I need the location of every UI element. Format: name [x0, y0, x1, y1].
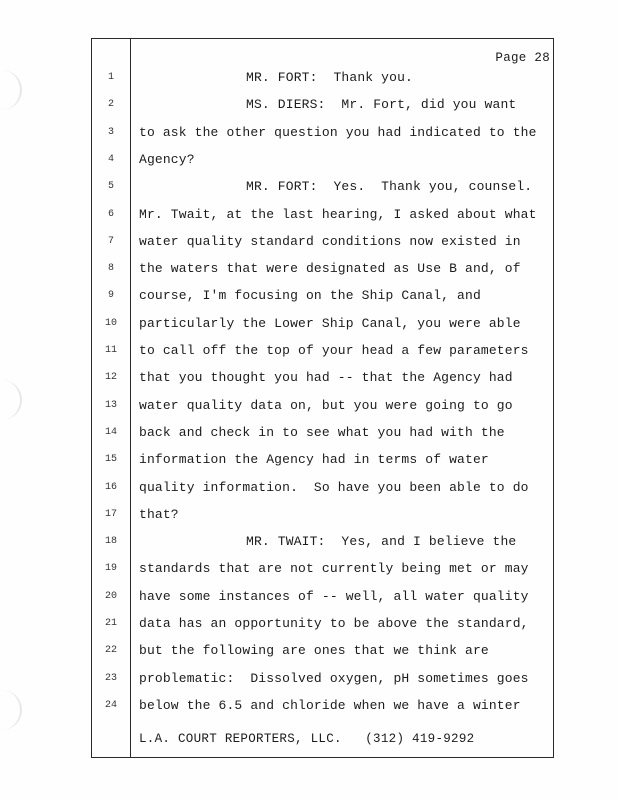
- line-number: 12: [104, 372, 117, 384]
- line-text: have some instances of -- well, all water quality: [139, 588, 529, 604]
- transcript-line: [0, 643, 618, 663]
- line-text: water quality standard conditions now existed in: [139, 233, 521, 249]
- line-text: below the 6.5 and chloride when we have a winter: [139, 697, 521, 713]
- line-text: to call off the top of your head a few parameters: [139, 343, 529, 358]
- transcript-line: [0, 70, 618, 90]
- transcript-line: [0, 534, 618, 554]
- line-number: 3: [107, 126, 114, 138]
- line-number: 18: [104, 536, 117, 548]
- line-number: 6: [107, 208, 114, 220]
- line-number: 22: [104, 645, 117, 657]
- line-number: 7: [107, 235, 114, 247]
- line-number: 21: [104, 618, 117, 629]
- transcript-line: [0, 425, 618, 445]
- transcript-line: [0, 343, 618, 363]
- line-number: 20: [104, 590, 117, 602]
- line-number: 17: [104, 508, 117, 520]
- line-text: particularly the Lower Ship Canal, you were able: [139, 315, 521, 331]
- transcript-line: [0, 589, 618, 609]
- line-number: 9: [107, 290, 114, 302]
- line-number: 15: [104, 454, 117, 466]
- line-text: MR. TWAIT: Yes, and I believe the: [246, 534, 517, 550]
- line-text: MR. FORT: Yes. Thank you, counsel.: [246, 179, 533, 195]
- transcript-line: [0, 261, 618, 281]
- line-number: 10: [104, 317, 117, 329]
- line-text: MS. DIERS: Mr. Fort, did you want: [246, 97, 517, 113]
- line-number: 8: [107, 263, 114, 275]
- line-text: that?: [139, 506, 179, 522]
- transcript-line: [0, 316, 618, 336]
- transcript-line: [0, 480, 618, 500]
- transcript-line: [0, 671, 618, 691]
- transcript-line: [0, 234, 618, 254]
- transcript-line: [0, 452, 618, 472]
- line-text: standards that are not currently being met or may: [139, 561, 529, 577]
- transcript-line: [0, 97, 618, 117]
- line-text: Mr. Twait, at the last hearing, I asked about what: [139, 206, 537, 222]
- line-text: data has an opportunity to be above the standard,: [139, 616, 529, 631]
- line-text: problematic: Dissolved oxygen, pH sometimes goes: [139, 670, 529, 686]
- line-text: water quality data on, but you were going to go: [139, 397, 513, 413]
- transcript-line: [0, 398, 618, 418]
- line-text: quality information. So have you been able to do: [139, 479, 529, 495]
- transcript-line: [0, 288, 618, 308]
- line-number: 14: [104, 426, 117, 438]
- line-number: 11: [104, 345, 117, 356]
- line-number: 2: [107, 99, 114, 111]
- transcript-line: [0, 698, 618, 718]
- line-text: information the Agency had in terms of water: [139, 452, 489, 468]
- page-number: Page 28: [495, 51, 550, 65]
- transcript-line: [0, 370, 618, 390]
- line-number: 16: [104, 481, 117, 493]
- line-text: to ask the other question you had indicated to the: [139, 124, 537, 140]
- transcript-line: [0, 125, 618, 145]
- line-number: 5: [107, 181, 114, 193]
- court-reporter-footer: L.A. COURT REPORTERS, LLC. (312) 419-9292: [139, 732, 475, 746]
- line-text: back and check in to see what you had with the: [139, 424, 505, 440]
- transcript-line: [0, 561, 618, 581]
- line-text: the waters that were designated as Use B and, of: [139, 261, 521, 277]
- line-number: 19: [104, 563, 117, 575]
- line-text: that you thought you had -- that the Agency had: [139, 370, 513, 386]
- line-text: but the following are ones that we think are: [139, 643, 489, 659]
- transcript-line: [0, 179, 618, 199]
- transcript-line: [0, 207, 618, 227]
- line-number: 23: [104, 672, 117, 684]
- line-text: Agency?: [139, 151, 195, 167]
- transcript-line: [0, 616, 618, 636]
- transcript-line: [0, 152, 618, 172]
- transcript-line: [0, 507, 618, 527]
- line-number: 24: [104, 699, 117, 711]
- line-text: MR. FORT: Thank you.: [246, 70, 413, 85]
- line-number: 13: [104, 399, 117, 411]
- line-text: course, I'm focusing on the Ship Canal, and: [139, 288, 481, 304]
- line-number: 4: [107, 153, 114, 165]
- line-number: 1: [107, 72, 114, 83]
